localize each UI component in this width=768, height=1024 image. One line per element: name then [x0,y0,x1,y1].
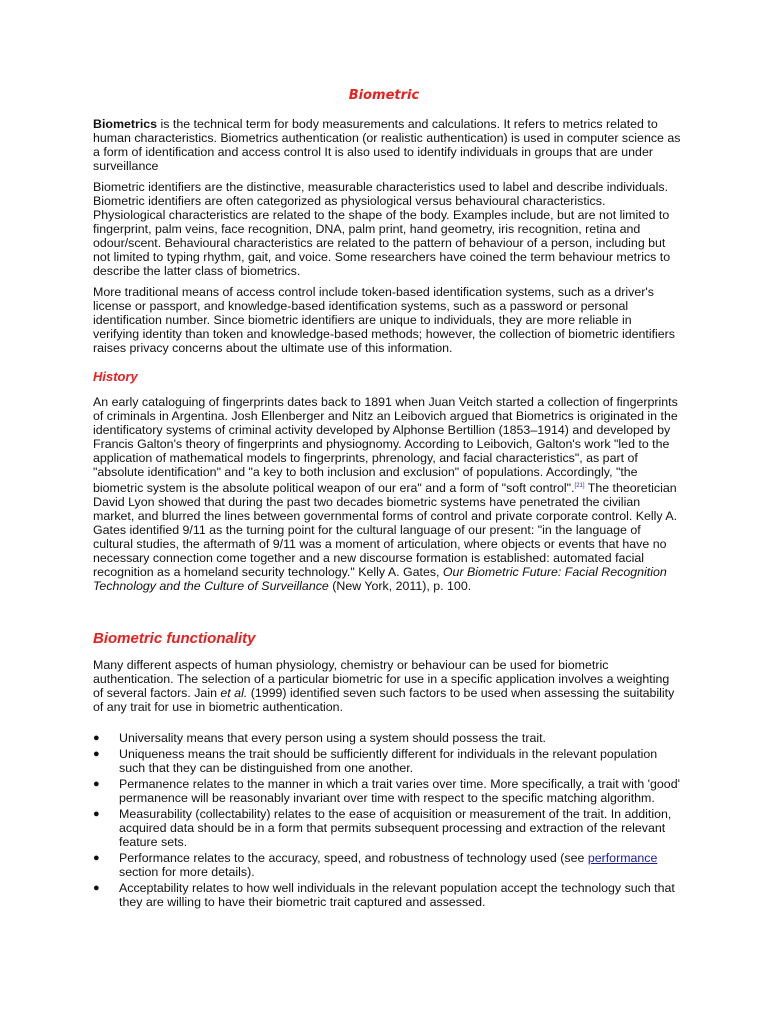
functionality-heading: Biometric functionality [93,630,256,647]
intro-paragraph [93,117,681,173]
functionality-text-1: Many different aspects of human physiology, chemistry or behaviour can be used for biometric authentication. The selection of a particular biometric for use in a specific application involves a weighting of several factors. Jain [93,658,670,700]
list-item [93,881,683,909]
list-item [93,777,683,805]
intro-text: is the technical term for body measurements and calculations. It refers to metrics related to human characteristics. Biometrics authentication (or realistic authentication) is used in computer science as a form of identification and access control It is also used to identify individuals in groups that are under surveillance [93,117,681,173]
bullet-icon: ● [93,748,100,760]
list-item [93,731,683,745]
intro-lead-term: Biometrics [93,117,158,131]
book-title: Our Biometric Future: Facial Recognition Technology and the Culture of Surveillance [93,565,667,594]
history-text-1: An early cataloguing of fingerprints dates back to 1891 when Juan Veitch started a collection of fingerprints of criminals in Argentina. Josh Ellenberger and Nitz an Leibovich argued that Biometrics is originated in the identificatory systems of criminal activity developed by Alphonse Bertillion (1853–1914) and developed by Francis Galton's theory of fingerprints and physiognomy. According to Leibovich, Galton's work "led to the application of mathematical models to fingerprints, phrenology, and facial characteristics", as part of "absolute identification" and "a key to both inclusion and exclusion" of populations. Accordingly, "the biometric system is the absolute political weapon of our era" and a form of "soft control". [93,395,678,496]
et-al: et al. [220,686,248,700]
functionality-text-2: (1999) identified seven such factors to be used when assessing the suitability of any trait for use in biometric authentication. [93,686,675,714]
citation-link[interactable]: [21] [574,483,585,489]
list-item-text: Permanence relates to the manner in which a trait varies over time. More specifically, a trait with 'good' permanence will be reasonably invariant over time with respect to the specific matching algorithm. [119,777,680,805]
list-item-text-pre: Performance relates to the accuracy, speed, and robustness of technology used (see [119,851,588,865]
performance-link[interactable]: performance [587,851,658,865]
bullet-icon: ● [93,882,100,894]
bullet-icon: ● [93,732,100,744]
list-item [93,807,683,849]
list-item-text-post: section for more details). [119,865,255,879]
list-item-text: Universality means that every person using a system should possess the trait. [119,731,546,745]
bullet-icon: ● [93,852,100,864]
list-item-text: Acceptability relates to how well individuals in the relevant population accept the technology such that they are willing to have their biometric trait captured and assessed. [119,881,675,909]
list-item [93,851,683,879]
history-text-3: (New York, 2011), p. 100. [328,579,472,594]
factor-list [93,731,683,911]
identifiers-paragraph: Biometric identifiers are the distinctive, measurable characteristics used to label and describe individuals. Biometric identifiers are often categorized as physiological versus behavioural characteristics. Physiological characteristics are related to the shape of the body. Examples include, but are not limited to fingerprint, palm veins, face recognition, DNA, palm print, hand geometry, iris recognition, retina and odour/scent. Behavioural characteristics are related to the pattern of behaviour of a person, including but not limited to typing rhythm, gait, and voice. Some researchers have coined the term behaviour metrics to describe the latter class of biometrics. [93,180,671,278]
bullet-icon: ● [93,778,100,790]
history-heading: History [93,369,138,384]
list-item-text: Measurability (collectability) relates to the ease of acquisition or measurement of the trait. In addition, acquired data should be in a form that permits subsequent processing and extraction of the relevant feature sets. [119,807,672,849]
access-control-paragraph: More traditional means of access control include token-based identification systems, such as a driver's license or passport, and knowledge-based identification systems, such as a password or personal identification number. Since biometric identifiers are unique to individuals, they are more reliable in verifying identity than token and knowledge-based methods; however, the collection of biometric identifiers raises privacy concerns about the ultimate use of this information. [93,285,676,355]
list-item-text: Uniqueness means the trait should be sufficiently different for individuals in the relevant population such that they can be distinguished from one another. [119,747,658,775]
bullet-icon: ● [93,808,100,820]
list-item [93,747,683,775]
functionality-paragraph [93,658,681,714]
history-paragraph [93,395,681,593]
history-text-2: The theoretician David Lyon showed that during the past two decades biometric systems have penetrated the civilian market, and blurred the lines between governmental forms of control and private corporate control. Kelly A. Gates identified 9/11 as the turning point for the cultural language of our present: "in the language of cultural studies, the aftermath of 9/11 was a moment of articulation, where objects or events that have no necessary connection come together and a new discourse formation is established: automated facial recognition as a homeland security technology." Kelly A. Gates, [93,481,678,580]
document-title: Biometric [348,88,420,103]
